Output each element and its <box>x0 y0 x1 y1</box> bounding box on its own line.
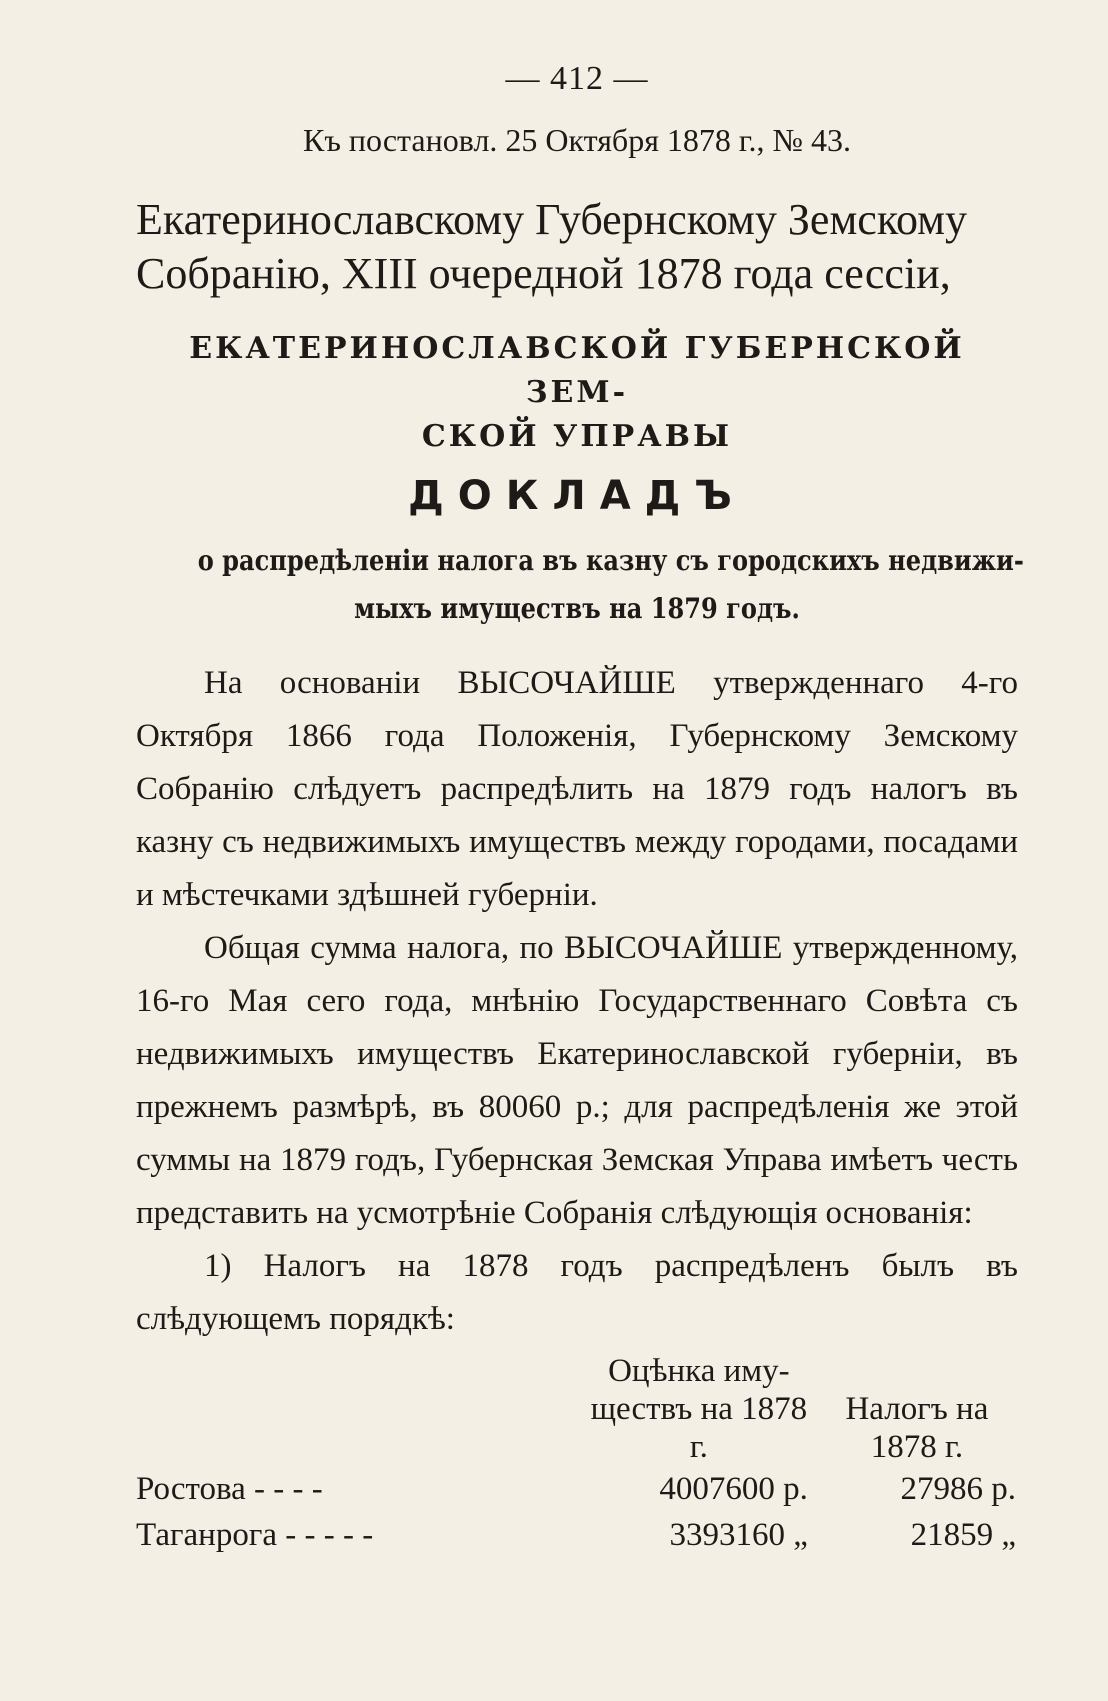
addressee-block <box>136 193 1018 301</box>
tax-cell: 27986 р. <box>900 1471 1016 1507</box>
column-header-valuation: Оцѣнка иму-ществъ на 1878 г. <box>590 1353 808 1465</box>
document-type-heading: ДОКЛАДЪ <box>408 473 746 519</box>
report-body <box>136 657 1018 1346</box>
table-row <box>136 1512 1016 1558</box>
tax-distribution-table <box>136 1352 1016 1558</box>
valuation-cell: 3393160 „ <box>669 1517 808 1553</box>
subject-line-2: мыхъ имуществъ на 1879 годъ. <box>354 592 800 625</box>
resolution-reference: Къ постановл. 25 Октября 1878 г., № 43. <box>303 122 851 158</box>
paragraph: На основаніи ВЫСОЧАЙШЕ утвержденнаго 4-го Октября 1866 года Положенія, Губернскому Земскому Собранію слѣдуетъ распредѣлить на 1879 годъ налогъ въ казну съ недвижимыхъ имуществъ между городами, посадами и мѣстечками здѣшней губерніи. <box>136 665 1018 913</box>
page-number: — 412 — <box>505 60 649 97</box>
city-cell: Ростова - - - - <box>136 1471 323 1507</box>
valuation-cell: 4007600 р. <box>659 1471 808 1507</box>
tax-cell: 21859 „ <box>910 1517 1016 1553</box>
report-subject <box>197 537 1024 633</box>
paragraph: Общая сумма налога, по ВЫСОЧАЙШЕ утвержденному, 16-го Мая сего года, мнѣнію Государственнаго Совѣта съ недвижимыхъ имуществъ Екатеринославской губерніи, въ прежнемъ размѣрѣ, въ 80060 р.; для распредѣленія же этой суммы на 1879 годъ, Губернская Земская Управа имѣетъ честь представить на усмотрѣніе Собранія слѣдующія основанія: <box>136 930 1018 1231</box>
addressee-line-1: Екатеринославскому Губернскому Земскому <box>136 195 967 244</box>
addressee-line-2: Собранію, XIII очередной 1878 года сессіи, <box>136 249 951 298</box>
table-header-row <box>136 1352 1016 1466</box>
issuer-block <box>136 327 1018 459</box>
city-cell: Таганрога - - - - - <box>136 1517 374 1553</box>
issuer-line-1: ЕКАТЕРИНОСЛАВСКОЙ ГУБЕРНСКОЙ ЗЕМ- <box>189 331 965 410</box>
paragraph: 1) Налогъ на 1878 годъ распредѣленъ былъ въ слѣдующемъ порядкѣ: <box>136 1248 1018 1337</box>
column-header-tax: Налогъ на 1878 г. <box>845 1391 989 1465</box>
table-row <box>136 1466 1016 1512</box>
subject-line-1: о распредѣленіи налога въ казну съ городскихъ недвижи- <box>197 544 1024 577</box>
issuer-line-2: СКОЙ УПРАВЫ <box>421 419 733 454</box>
